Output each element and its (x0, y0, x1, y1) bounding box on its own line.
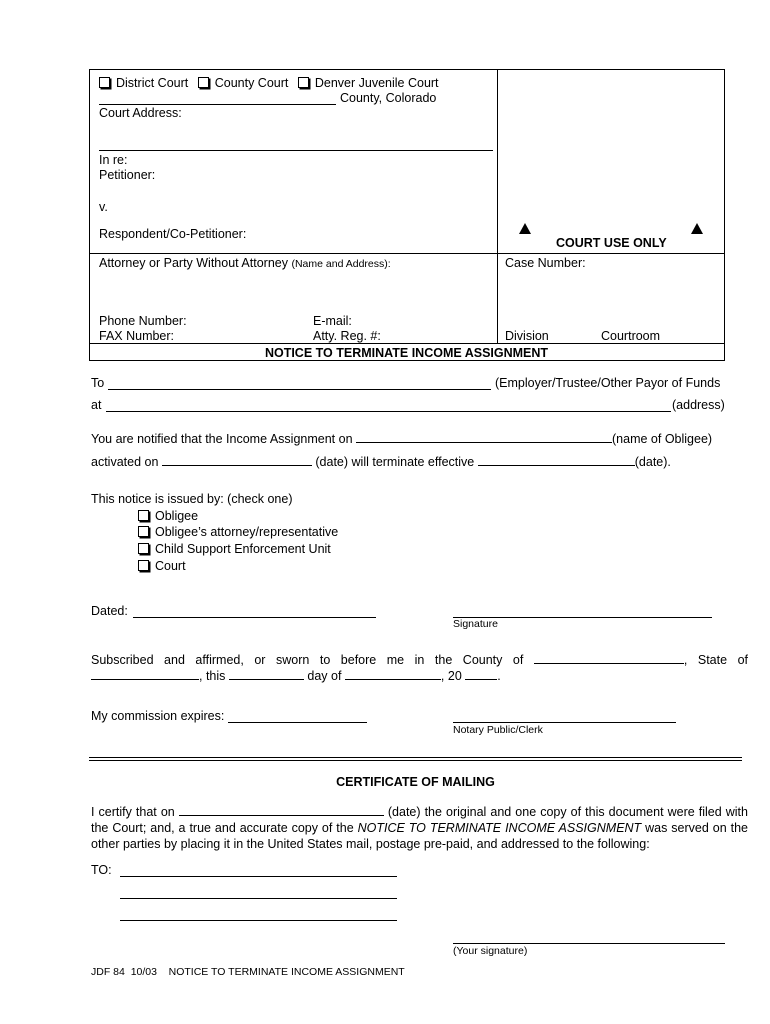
recipient-line-2[interactable] (120, 898, 397, 899)
respondent-label: Respondent/Co-Petitioner: (99, 227, 247, 241)
year-label: , 20 (440, 669, 462, 683)
commission-label: My commission expires: (91, 709, 225, 723)
county-of-field[interactable] (534, 652, 684, 664)
district-court-label: District Court (116, 76, 189, 90)
issuer-option-label: Obligee’s attorney/representative (155, 525, 339, 539)
your-signature-line[interactable] (453, 943, 725, 944)
issued-by-label: This notice is issued by: (check one) (91, 492, 293, 506)
recipient-line-3[interactable] (120, 920, 397, 921)
to-label: To (91, 376, 105, 390)
attorney-label (99, 256, 391, 270)
checkbox-icon (198, 77, 209, 88)
county-suffix: County, Colorado (340, 91, 437, 105)
court-use-arrow-left-icon (519, 223, 531, 234)
issuer-option-label: Child Support Enforcement Unit (155, 542, 331, 556)
fax-label: FAX Number: (99, 329, 175, 343)
signature-label: Signature (453, 618, 498, 630)
notice-line-1 (91, 431, 712, 446)
state-field[interactable] (91, 668, 199, 680)
caption-divider-vertical (497, 69, 498, 344)
checkbox-icon (138, 560, 149, 571)
court-address-label: Court Address: (99, 106, 182, 120)
caption-divider-attorney (89, 253, 724, 254)
footer (91, 966, 405, 978)
address-suffix: (address) (672, 398, 725, 412)
attorney-label-note: (Name and Address): (291, 258, 391, 270)
atty-reg-label: Atty. Reg. #: (313, 329, 381, 343)
section-divider (89, 757, 742, 761)
issuer-option-obligee[interactable] (138, 509, 198, 523)
courtroom-label: Courtroom (601, 329, 661, 343)
day-of-label: day of (307, 669, 342, 683)
certificate-text-start: I certify that on (91, 805, 175, 819)
issuer-option-label: Obligee (155, 509, 199, 523)
payor-suffix: (Employer/Trustee/Other Payor of Funds (495, 376, 721, 390)
district-court-checkbox[interactable] (99, 76, 188, 90)
notice-line-2-suffix: (date). (634, 455, 671, 469)
filing-date-field[interactable] (179, 804, 384, 816)
recipient-line-1[interactable] (120, 876, 397, 877)
certificate-to-label: TO: (91, 863, 112, 877)
at-label: at (91, 398, 102, 412)
certificate-form-name: NOTICE TO TERMINATE INCOME ASSIGNMENT (357, 821, 642, 835)
day-field[interactable] (229, 668, 304, 680)
phone-label: Phone Number: (99, 314, 187, 328)
dated-label: Dated: (91, 604, 128, 618)
sentence-end: . (497, 669, 501, 683)
month-field[interactable] (345, 668, 441, 680)
this-label: , this (199, 669, 226, 683)
certificate-title: CERTIFICATE OF MAILING (336, 775, 495, 789)
court-use-arrow-right-icon (691, 223, 703, 234)
petitioner-label: Petitioner: (99, 168, 156, 182)
subscribed-text: Subscribed and affirmed, or sworn to before me in the County of (91, 653, 524, 667)
notice-line-2-middle: (date) will terminate effective (315, 455, 475, 469)
denver-juvenile-court-checkbox[interactable] (298, 76, 439, 90)
court-use-only-label: COURT USE ONLY (556, 236, 667, 250)
checkbox-icon (138, 543, 149, 554)
issuer-option-attorney[interactable] (138, 525, 338, 539)
email-label: E-mail: (313, 314, 352, 328)
certificate-paragraph (91, 804, 748, 852)
footer-revision: 10/03 (130, 966, 157, 978)
county-name-field[interactable] (99, 104, 336, 105)
state-of-text: , State of (683, 653, 748, 667)
footer-form-name: NOTICE TO TERMINATE INCOME ASSIGNMENT (168, 966, 405, 978)
attorney-label-text: Attorney or Party Without Attorney (99, 256, 288, 270)
subscribed-paragraph (91, 652, 748, 668)
year-field[interactable] (465, 668, 497, 680)
notice-line-1-suffix: (name of Obligee) (612, 432, 713, 446)
case-number-label: Case Number: (505, 256, 586, 270)
checkbox-icon (138, 510, 149, 521)
checkbox-icon (298, 77, 309, 88)
checkbox-icon (99, 77, 110, 88)
termination-date-field[interactable] (478, 454, 635, 466)
court-type-options (99, 76, 439, 90)
checkbox-icon (138, 526, 149, 537)
v-label: v. (99, 200, 108, 214)
commission-expires-field[interactable] (228, 722, 367, 723)
in-re-label: In re: (99, 153, 128, 167)
activated-date-field[interactable] (162, 454, 312, 466)
dated-field[interactable] (133, 617, 376, 618)
obligee-name-field[interactable] (356, 431, 612, 443)
issuer-option-label: Court (155, 559, 186, 573)
form-title: NOTICE TO TERMINATE INCOME ASSIGNMENT (264, 346, 549, 360)
subscribed-line-2 (91, 668, 501, 683)
notary-label: Notary Public/Clerk (453, 724, 543, 736)
notary-signature-line[interactable] (453, 722, 676, 723)
certificate-text-end: was served on the other parties by placing it in the United States mail, postage pre-paid, and addressed to the following: (91, 821, 748, 851)
certificate-text-mid: (date) the original and one copy of this document were filed with the Court; and, a true and accurate copy of the (91, 805, 748, 835)
notice-line-2 (91, 454, 671, 469)
issuer-option-court[interactable] (138, 559, 186, 573)
court-address-divider (99, 150, 493, 151)
county-court-checkbox[interactable] (198, 76, 289, 90)
notice-line-2-prefix: activated on (91, 455, 159, 469)
footer-form-id: JDF 84 (91, 966, 125, 978)
caption-divider-title (89, 343, 724, 344)
division-label: Division (505, 329, 549, 343)
payor-name-field[interactable] (108, 389, 491, 390)
county-court-label: County Court (214, 76, 289, 90)
issuer-option-cseu[interactable] (138, 542, 331, 556)
notice-line-1-prefix: You are notified that the Income Assignment on (91, 432, 353, 446)
address-field[interactable] (106, 411, 671, 412)
denver-juvenile-court-label: Denver Juvenile Court (314, 76, 439, 90)
your-signature-label: (Your signature) (453, 945, 528, 957)
